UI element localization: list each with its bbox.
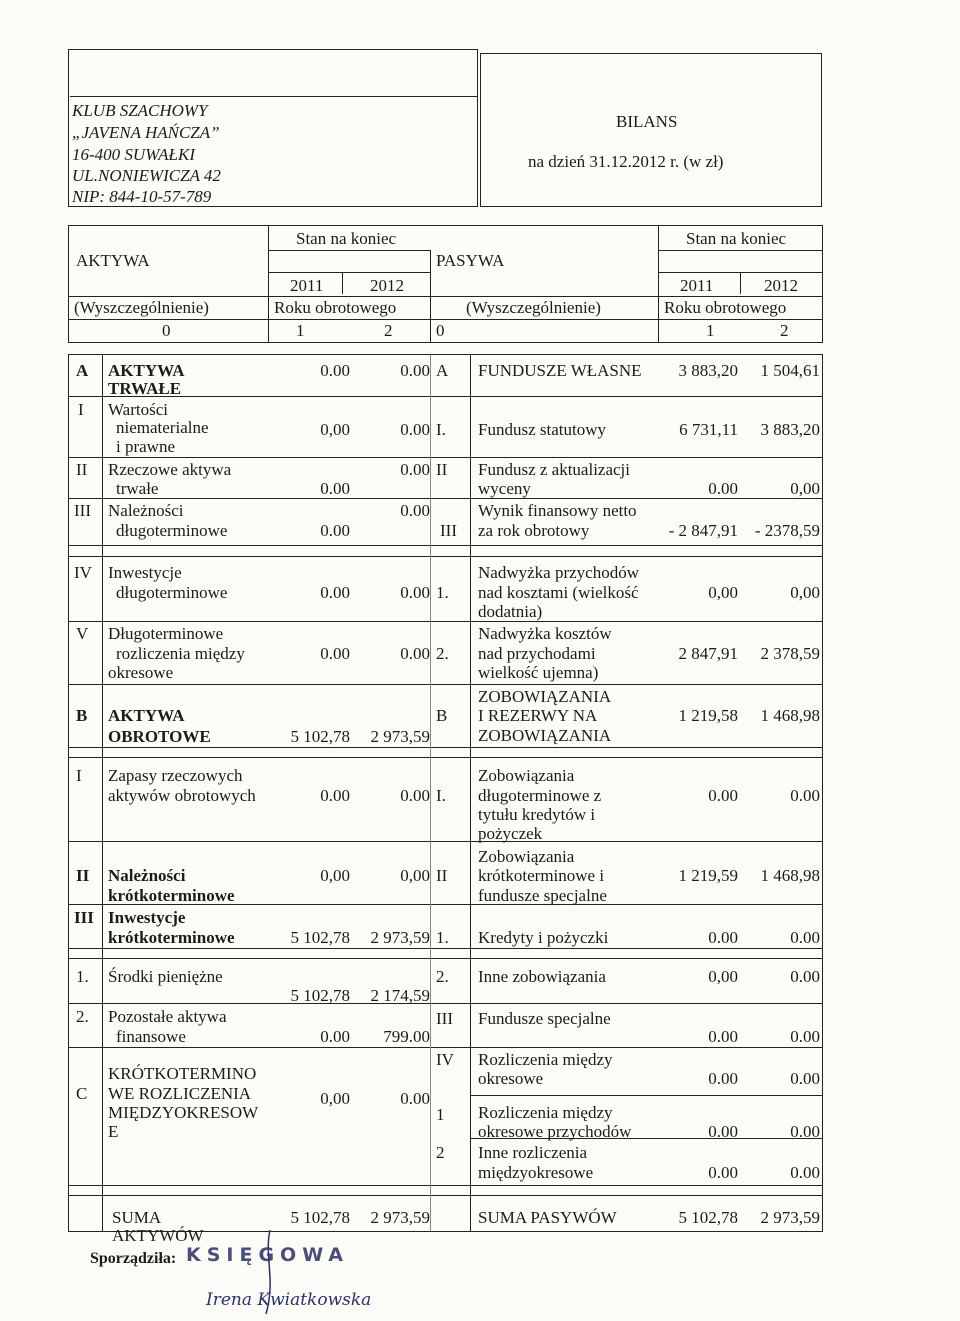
aktywa-heading: AKTYWA <box>76 251 150 270</box>
left-value-2012: 799.00 <box>383 1027 430 1046</box>
org-name: KLUB SZACHOWY <box>72 101 208 120</box>
year-2012-right: 2012 <box>764 276 798 295</box>
col-num-1-left: 1 <box>296 321 305 340</box>
suma-aktywow-2012: 2 973,59 <box>370 1208 430 1227</box>
left-value-2011: 5 102,78 <box>290 727 350 746</box>
left-name: okresowe <box>108 663 174 682</box>
left-name: trwałe <box>116 479 159 498</box>
right-name: Nadwyżka kosztów <box>478 624 612 643</box>
org-city: 16-400 SUWAŁKI <box>72 145 196 164</box>
left-code: B <box>76 706 88 725</box>
left-name: i prawne <box>116 437 176 456</box>
right-name: I REZERWY NA <box>478 706 598 725</box>
right-value-2011: 0.00 <box>708 479 738 498</box>
right-name: ZOBOWIĄZANIA <box>478 726 612 745</box>
left-value-2011: 5 102,78 <box>290 928 350 947</box>
suma-pasywow-2011: 5 102,78 <box>678 1208 738 1227</box>
accountant-stamp: KSIĘGOWA <box>186 1244 350 1266</box>
right-code: I. <box>436 420 446 439</box>
left-name: Należności <box>108 501 184 520</box>
right-name: Inne rozliczenia <box>478 1143 588 1162</box>
right-value-2011: 0,00 <box>708 967 738 986</box>
left-value-2011: 0,00 <box>320 866 350 885</box>
roku-left: Roku obrotowego <box>274 298 397 317</box>
right-code: 2 <box>436 1143 445 1162</box>
right-name: za rok obrotowy <box>478 521 590 540</box>
left-name: Pozostałe aktywa <box>108 1007 227 1026</box>
suma-aktywow-2011: 5 102,78 <box>290 1208 350 1227</box>
left-name: aktywów obrotowych <box>108 786 256 805</box>
right-name: dodatnia) <box>478 602 543 621</box>
left-value-2011: 0.00 <box>320 521 350 540</box>
right-value-2011: 3 883,20 <box>678 361 738 380</box>
right-name: okresowe <box>478 1069 544 1088</box>
right-name: Zobowiązania <box>478 847 575 866</box>
left-code: IV <box>74 563 92 582</box>
right-value-2012: 0.00 <box>790 1122 820 1141</box>
right-value-2012: 0.00 <box>790 1027 820 1046</box>
left-name: AKTYWA <box>108 361 185 380</box>
right-value-2011: 0,00 <box>708 583 738 602</box>
right-value-2011: 0.00 <box>708 786 738 805</box>
stan-heading-left: Stan na koniec <box>296 229 397 248</box>
left-code: 2. <box>76 1007 89 1026</box>
suma-pasywow-2012: 2 973,59 <box>760 1208 820 1227</box>
left-name: długoterminowe <box>116 521 228 540</box>
suma-aktywow-label: SUMA <box>112 1208 162 1227</box>
prepared-by-label: Sporządziła: <box>90 1250 177 1267</box>
right-name: FUNDUSZE WŁASNE <box>478 361 642 380</box>
left-name: WE ROZLICZENIA <box>108 1084 252 1103</box>
left-name: finansowe <box>116 1027 186 1046</box>
right-value-2012: 3 883,20 <box>760 420 820 439</box>
right-name: Zobowiązania <box>478 766 575 785</box>
left-name: KRÓTKOTERMINO <box>108 1064 257 1083</box>
right-name: pożyczek <box>478 824 543 843</box>
right-name: Kredyty i pożyczki <box>478 928 609 947</box>
right-value-2011: 1 219,58 <box>678 706 738 725</box>
right-name: krótkoterminowe i <box>478 866 605 885</box>
right-value-2012: 0.00 <box>790 928 820 947</box>
right-name: Fundusz z aktualizacji <box>478 460 631 479</box>
org-name-2: „JAVENA HAŃCZA” <box>72 123 220 142</box>
left-value-2012: 0.00 <box>400 501 430 520</box>
right-value-2012: - 2378,59 <box>754 521 820 540</box>
left-name: AKTYWA <box>108 706 185 725</box>
right-name: międzyokresowe <box>478 1163 594 1182</box>
right-name: Fundusze specjalne <box>478 1009 611 1028</box>
left-value-2012: 0.00 <box>400 583 430 602</box>
wyszczegolnienie-right: (Wyszczególnienie) <box>466 298 601 317</box>
suma-pasywow-label: SUMA PASYWÓW <box>478 1208 617 1227</box>
left-value-2011: 0,00 <box>320 1089 350 1108</box>
signature: Irena Kwiatkowska <box>206 1290 372 1310</box>
left-value-2011: 0.00 <box>320 583 350 602</box>
left-value-2012: 0.00 <box>400 1089 430 1108</box>
right-code: 2. <box>436 967 449 986</box>
right-code: B <box>436 706 448 725</box>
right-name: ZOBOWIĄZANIA <box>478 687 612 706</box>
left-name: OBROTOWE <box>108 727 211 746</box>
left-name: długoterminowe <box>116 583 228 602</box>
left-code: C <box>76 1084 88 1103</box>
left-name: Wartości <box>108 400 168 419</box>
left-value-2012: 0.00 <box>400 420 430 439</box>
left-value-2012: 0.00 <box>400 361 430 380</box>
right-code: IV <box>436 1050 454 1069</box>
left-name: E <box>108 1122 119 1141</box>
left-name: Zapasy rzeczowych <box>108 766 243 785</box>
left-name: rozliczenia między <box>116 644 245 663</box>
right-value-2012: 0.00 <box>790 1069 820 1088</box>
org-nip: NIP: 844-10-57-789 <box>72 187 212 206</box>
left-value-2011: 5 102,78 <box>290 986 350 1005</box>
left-code: II <box>76 460 88 479</box>
left-name: niematerialne <box>116 418 209 437</box>
left-name: Należności <box>108 866 186 885</box>
left-name: TRWAŁE <box>108 379 182 398</box>
left-name: Inwestycje <box>108 563 182 582</box>
right-value-2012: 0.00 <box>790 967 820 986</box>
left-value-2011: 0,00 <box>320 420 350 439</box>
left-code: III <box>74 501 91 520</box>
right-code: III <box>436 1009 453 1028</box>
right-value-2012: 2 378,59 <box>760 644 820 663</box>
org-street: UL.NONIEWICZA 42 <box>72 166 221 185</box>
right-code: A <box>436 361 449 380</box>
right-value-2012: 0,00 <box>790 479 820 498</box>
right-value-2011: 0.00 <box>708 928 738 947</box>
document-date: na dzień 31.12.2012 r. (w zł) <box>528 152 724 171</box>
stan-heading-right: Stan na koniec <box>686 229 787 248</box>
left-code: II <box>76 866 90 885</box>
right-name: Fundusz statutowy <box>478 420 606 439</box>
right-name: wyceny <box>478 479 531 498</box>
right-name: Wynik finansowy netto <box>478 501 637 520</box>
left-value-2012: 0.00 <box>400 460 430 479</box>
right-value-2011: 0.00 <box>708 1027 738 1046</box>
right-value-2011: 2 847,91 <box>678 644 738 663</box>
left-code: 1. <box>76 967 89 986</box>
left-value-2011: 0.00 <box>320 479 350 498</box>
right-name: nad przychodami <box>478 644 596 663</box>
right-name: tytułu kredytów i <box>478 805 596 824</box>
signature-stroke <box>250 1228 290 1318</box>
wyszczegolnienie-left: (Wyszczególnienie) <box>74 298 209 317</box>
left-value-2012: 0,00 <box>400 866 430 885</box>
right-value-2012: 1 468,98 <box>760 866 820 885</box>
right-code: 1 <box>436 1105 445 1124</box>
left-name: krótkoterminowe <box>108 928 235 947</box>
year-2011-right: 2011 <box>680 276 714 295</box>
right-code: II <box>436 866 448 885</box>
right-name: Inne zobowiązania <box>478 967 606 986</box>
left-value-2011: 0.00 <box>320 786 350 805</box>
right-value-2012: 1 504,61 <box>760 361 820 380</box>
col-num-1-right: 1 <box>706 321 715 340</box>
right-name: Nadwyżka przychodów <box>478 563 639 582</box>
col-num-0-left: 0 <box>162 321 171 340</box>
left-value-2012: 2 973,59 <box>370 928 430 947</box>
right-name: nad kosztami (wielkość <box>478 583 639 602</box>
right-value-2011: 0.00 <box>708 1163 738 1182</box>
left-value-2011: 0.00 <box>320 644 350 663</box>
year-2011-left: 2011 <box>290 276 324 295</box>
left-value-2011: 0.00 <box>320 1027 350 1046</box>
right-code: 1. <box>436 928 449 947</box>
left-name: Środki pieniężne <box>108 967 223 986</box>
right-code: 1. <box>436 583 449 602</box>
right-value-2011: 6 731,11 <box>679 420 738 439</box>
roku-right: Roku obrotowego <box>664 298 787 317</box>
right-value-2011: 0.00 <box>708 1122 738 1141</box>
left-name: Długoterminowe <box>108 624 224 643</box>
left-code: V <box>76 624 89 643</box>
col-num-2-left: 2 <box>384 321 393 340</box>
right-name: Rozliczenia między <box>478 1050 613 1069</box>
right-name: wielkość ujemna) <box>478 663 599 682</box>
right-value-2011: 1 219,59 <box>678 866 738 885</box>
left-code: A <box>76 361 89 380</box>
right-code: II <box>436 460 448 479</box>
col-num-0-right: 0 <box>436 321 445 340</box>
right-code: 2. <box>436 644 449 663</box>
left-name: Rzeczowe aktywa <box>108 460 232 479</box>
suma-aktywow-label: AKTYWÓW <box>112 1226 204 1245</box>
left-value-2012: 0.00 <box>400 786 430 805</box>
right-value-2012: 1 468,98 <box>760 706 820 725</box>
left-name: Inwestycje <box>108 908 186 927</box>
left-value-2011: 0.00 <box>320 361 350 380</box>
right-value-2012: 0,00 <box>790 583 820 602</box>
left-value-2012: 2 973,59 <box>370 727 430 746</box>
pasywa-heading: PASYWA <box>436 251 505 270</box>
left-value-2012: 2 174,59 <box>370 986 430 1005</box>
left-code: I <box>78 400 84 419</box>
left-name: MIĘDZYOKRESOW <box>108 1103 259 1122</box>
right-code: III <box>440 521 457 540</box>
document-title: BILANS <box>616 112 678 131</box>
right-code: I. <box>436 786 446 805</box>
left-code: III <box>74 908 94 927</box>
right-name: okresowe przychodów <box>478 1122 632 1141</box>
right-value-2012: 0.00 <box>790 786 820 805</box>
year-2012-left: 2012 <box>370 276 404 295</box>
left-value-2012: 0.00 <box>400 644 430 663</box>
right-name: Rozliczenia między <box>478 1103 613 1122</box>
right-value-2011: - 2 847,91 <box>668 521 738 540</box>
right-value-2011: 0.00 <box>708 1069 738 1088</box>
right-name: długoterminowe z <box>478 786 602 805</box>
left-code: I <box>76 766 82 785</box>
col-num-2-right: 2 <box>780 321 789 340</box>
right-name: fundusze specjalne <box>478 886 607 905</box>
right-value-2012: 0.00 <box>790 1163 820 1182</box>
left-name: krótkoterminowe <box>108 886 235 905</box>
